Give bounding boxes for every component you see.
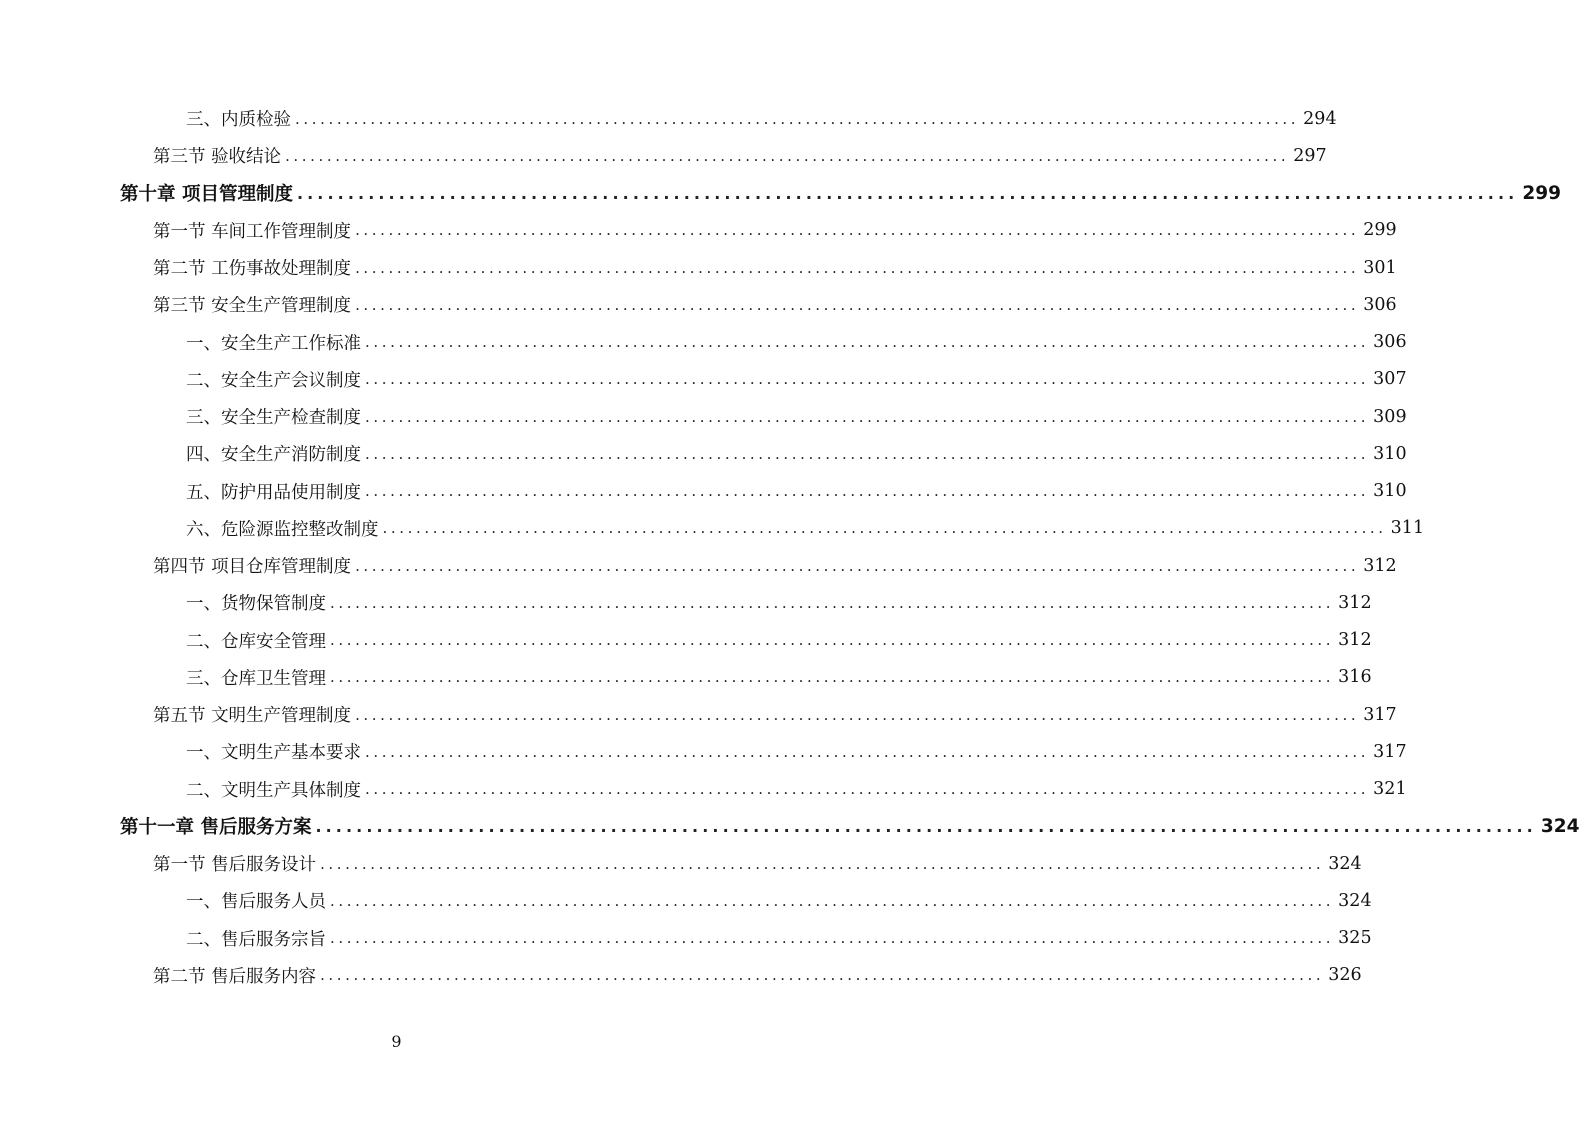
toc-entry-title: 第二节 工伤事故处理制度 <box>153 255 355 280</box>
toc-dot-leader: ........................................................................................................................ <box>330 929 1335 948</box>
toc-entry-page-number: 324 <box>1328 853 1362 874</box>
toc-entry-page-number: 324 <box>1540 815 1579 837</box>
toc-dot-leader: ........................................................................................................................ <box>355 705 1360 724</box>
toc-entry-section[interactable] <box>0 249 1397 286</box>
toc-dot-leader: ........................................................................................................................ <box>355 295 1360 314</box>
toc-entry-page-number: 310 <box>1373 481 1407 502</box>
toc-entry-title: 第五节 文明生产管理制度 <box>153 702 355 727</box>
toc-entry-item[interactable] <box>0 473 1407 510</box>
toc-dot-leader: ........................................................................................................................ <box>382 519 1387 538</box>
toc-dot-leader: ........................................................................................................................ <box>365 742 1370 761</box>
toc-dot-leader: ........................................................................................................................ <box>355 221 1360 240</box>
toc-entry-section[interactable] <box>0 286 1397 323</box>
toc-entry-section[interactable] <box>0 696 1397 733</box>
toc-entry-title: 六、危险源监控整改制度 <box>186 516 383 541</box>
toc-dot-leader: ........................................................................................................................ <box>365 482 1370 501</box>
toc-entry-page-number: 311 <box>1390 518 1425 539</box>
toc-entry-title: 第三节 验收结论 <box>153 143 285 168</box>
toc-entry-title: 三、安全生产检查制度 <box>186 404 365 429</box>
toc-entry-title: 一、文明生产基本要求 <box>186 739 365 764</box>
toc-entry-item[interactable] <box>0 622 1372 659</box>
toc-entry-page-number: 299 <box>1522 182 1561 204</box>
toc-entry-title: 第四节 项目仓库管理制度 <box>153 553 355 578</box>
toc-entry-page-number: 317 <box>1363 704 1397 725</box>
toc-dot-leader: ........................................................................................................................ <box>320 966 1325 985</box>
toc-entry-title: 第二节 售后服务内容 <box>153 963 320 988</box>
toc-entry-page-number: 297 <box>1293 145 1327 166</box>
toc-entry-item[interactable] <box>0 435 1407 472</box>
toc-entry-item[interactable] <box>0 100 1337 137</box>
toc-entry-section[interactable] <box>0 547 1397 584</box>
toc-entry-title: 二、安全生产会议制度 <box>186 367 365 392</box>
toc-entry-title: 四、安全生产消防制度 <box>186 441 365 466</box>
page-number: 9 <box>391 1032 402 1051</box>
toc-entry-page-number: 309 <box>1373 406 1407 427</box>
toc-dot-leader: ........................................................................................................................ <box>330 891 1335 910</box>
toc-entry-item[interactable] <box>0 733 1407 770</box>
toc-dot-leader: ........................................................................................................................ <box>355 258 1360 277</box>
toc-entry-title: 五、防护用品使用制度 <box>186 479 365 504</box>
toc-entry-page-number: 326 <box>1328 965 1362 986</box>
toc-entry-page-number: 316 <box>1338 667 1372 688</box>
toc-entry-item[interactable] <box>0 920 1372 957</box>
toc-dot-leader: ........................................................................................................................ <box>296 183 1519 203</box>
toc-entry-item[interactable] <box>0 659 1372 696</box>
toc-entry-item[interactable] <box>0 361 1407 398</box>
toc-entry-title: 一、货物保管制度 <box>186 590 330 615</box>
toc-entry-item[interactable] <box>0 324 1407 361</box>
toc-entry-section[interactable] <box>0 137 1327 174</box>
toc-entry-page-number: 317 <box>1373 741 1407 762</box>
toc-dot-leader: ........................................................................................................................ <box>315 816 1537 836</box>
toc-entry-page-number: 324 <box>1338 890 1372 911</box>
toc-entry-title: 二、仓库安全管理 <box>186 628 330 653</box>
toc-entry-item[interactable] <box>0 771 1407 808</box>
toc-dot-leader: ........................................................................................................................ <box>365 444 1370 463</box>
toc-entry-title: 第一节 售后服务设计 <box>153 851 320 876</box>
toc-entry-title: 第一节 车间工作管理制度 <box>153 218 355 243</box>
toc-dot-leader: ........................................................................................................................ <box>365 333 1370 352</box>
toc-entry-title: 三、内质检验 <box>186 106 295 131</box>
toc-entry-item[interactable] <box>0 882 1372 919</box>
toc-dot-leader: ........................................................................................................................ <box>330 668 1335 687</box>
toc-entry-page-number: 312 <box>1338 630 1372 651</box>
toc-dot-leader: ........................................................................................................................ <box>365 407 1370 426</box>
toc-entry-section[interactable] <box>0 845 1362 882</box>
toc-dot-leader: ........................................................................................................................ <box>320 854 1325 873</box>
toc-dot-leader: ........................................................................................................................ <box>330 593 1335 612</box>
toc-entry-title: 一、售后服务人员 <box>186 888 330 913</box>
toc-entry-section[interactable] <box>0 212 1397 249</box>
toc-entry-title: 第三节 安全生产管理制度 <box>153 292 355 317</box>
toc-entry-title: 二、售后服务宗旨 <box>186 926 330 951</box>
toc-dot-leader: ........................................................................................................................ <box>355 556 1360 575</box>
toc-entry-title: 第十章 项目管理制度 <box>120 180 297 206</box>
toc-entry-item[interactable] <box>0 510 1425 547</box>
toc-entry-page-number: 294 <box>1303 108 1337 129</box>
toc-entry-page-number: 312 <box>1338 592 1372 613</box>
toc-dot-leader: ........................................................................................................................ <box>295 109 1300 128</box>
toc-entry-page-number: 312 <box>1363 555 1397 576</box>
toc-entry-page-number: 321 <box>1373 779 1407 800</box>
toc-entry-section[interactable] <box>0 957 1362 994</box>
toc-dot-leader: ........................................................................................................................ <box>285 146 1290 165</box>
table-of-contents <box>0 100 1579 994</box>
toc-entry-page-number: 325 <box>1338 928 1372 949</box>
toc-entry-page-number: 306 <box>1363 294 1397 315</box>
toc-dot-leader: ........................................................................................................................ <box>365 370 1370 389</box>
toc-entry-title: 三、仓库卫生管理 <box>186 665 330 690</box>
toc-entry-chapter[interactable] <box>0 808 1579 845</box>
toc-entry-item[interactable] <box>0 398 1407 435</box>
toc-entry-title: 二、文明生产具体制度 <box>186 777 365 802</box>
toc-entry-page-number: 307 <box>1373 369 1407 390</box>
toc-entry-page-number: 306 <box>1373 332 1407 353</box>
toc-entry-title: 第十一章 售后服务方案 <box>120 813 315 839</box>
toc-entry-page-number: 299 <box>1363 220 1397 241</box>
toc-entry-page-number: 301 <box>1363 257 1397 278</box>
toc-entry-item[interactable] <box>0 584 1372 621</box>
toc-dot-leader: ........................................................................................................................ <box>330 631 1335 650</box>
toc-entry-chapter[interactable] <box>0 175 1561 212</box>
toc-entry-title: 一、安全生产工作标准 <box>186 330 365 355</box>
toc-dot-leader: ........................................................................................................................ <box>365 780 1370 799</box>
toc-entry-page-number: 310 <box>1373 443 1407 464</box>
